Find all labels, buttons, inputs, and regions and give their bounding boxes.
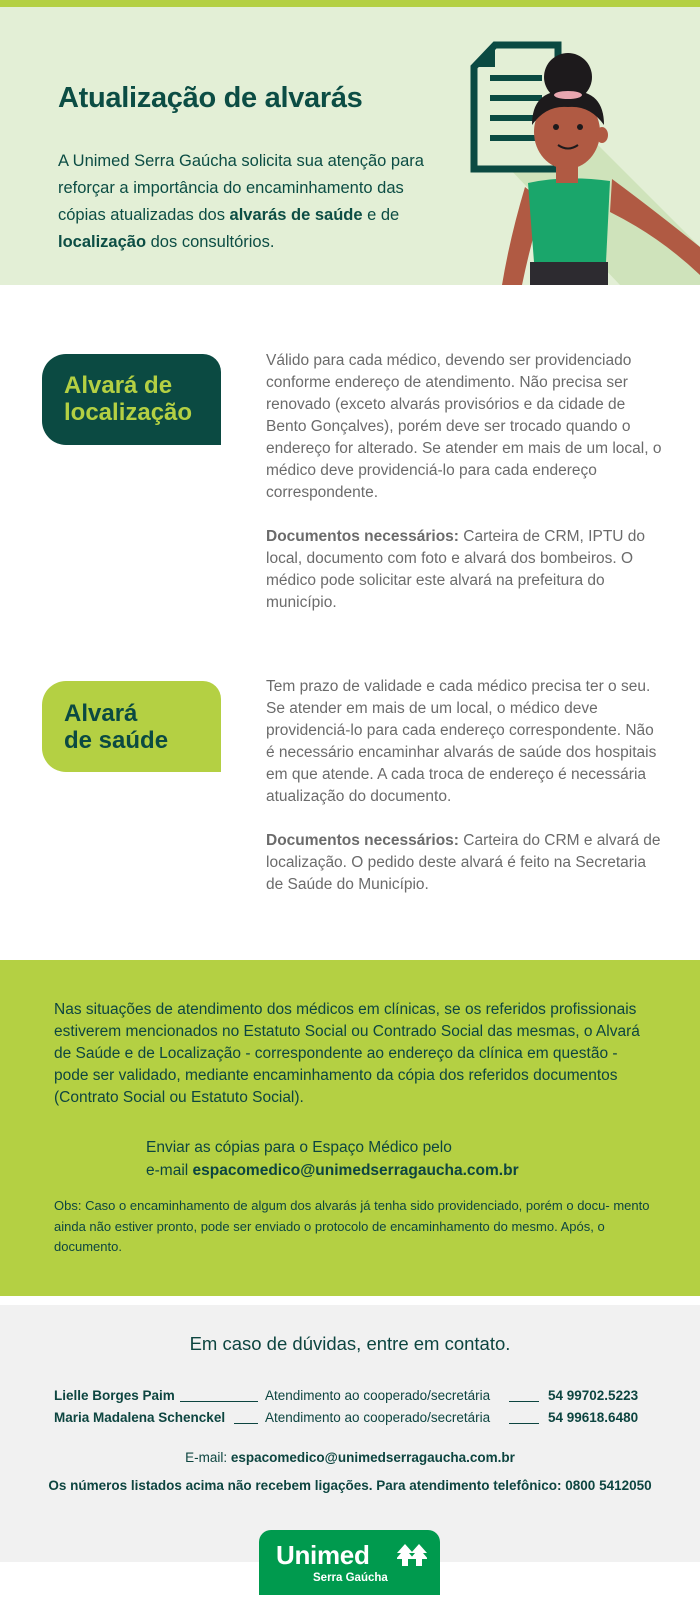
contact-name: Maria Madalena Schenckel: [54, 1410, 226, 1425]
hero-header: [0, 7, 700, 285]
unimed-logo: [259, 1530, 440, 1595]
contact-phone[interactable]: 54 99702.5223: [548, 1388, 639, 1403]
logo-subtitle: Serra Gaúcha: [313, 1572, 388, 1584]
phones-note: Os números listados acima não recebem ligações. Para atendimento telefônico: 0800 5412050: [48, 1478, 652, 1493]
send-instructions: Enviar as cópias para o Espaço Médico pelo e-mail espacomedico@unimedserragaucha.com.br: [146, 1139, 519, 1179]
saude-documents: Documentos necessários: Carteira do CRM e alvará de localização. O pedido deste alvará é feito na Secretaria de Saúde do Município.: [266, 832, 661, 893]
leader-line: [234, 1423, 258, 1424]
contact-row: [54, 1388, 674, 1408]
contact-name: Lielle Borges Paim: [54, 1388, 175, 1403]
main-phone[interactable]: 0800 5412050: [565, 1478, 652, 1493]
localizacao-documents: Documentos necessários: Carteira de CRM, IPTU do local, documento com foto e alvará dos bombeiros. O médico pode solicitar este alvará na prefeitura do município.: [266, 528, 646, 611]
saude-label: Alvará de saúde: [64, 700, 169, 754]
page-title: Atualização de alvarás: [58, 82, 363, 114]
contact-title: Em caso de dúvidas, entre em contato.: [189, 1333, 511, 1354]
send-email-link[interactable]: espacomedico@unimedserragaucha.com.br: [192, 1162, 519, 1179]
obs-note: Obs: Caso o encaminhamento de algum dos alvarás já tenha sido providenciado, porém o docu- mento ainda não estiver pronto, pode ser enviado o protocolo de encaminhamento do mesmo. Após, o documento.: [54, 1198, 650, 1254]
contact-role: Atendimento ao cooperado/secretária: [265, 1388, 491, 1403]
contact-phone[interactable]: 54 99618.6480: [548, 1410, 639, 1425]
contact-role: Atendimento ao cooperado/secretária: [265, 1410, 491, 1425]
leader-line: [509, 1401, 539, 1402]
unimed-trees-icon: [397, 1544, 427, 1566]
localizacao-label: Alvará de localização: [64, 372, 193, 426]
logo-name: Unimed: [276, 1540, 370, 1570]
contact-row: [54, 1410, 674, 1430]
localizacao-description: Válido para cada médico, devendo ser providenciado conforme endereço de atendimento. Não precisa ser renovado (exceto alvarás provisórios e da cidade de Bento Gonçalves), porém deve ser trocado quando o endereço for alterado. Se atender em mais de um local, o médico deve providenciá-lo para cada endereço correspondente.: [266, 352, 662, 501]
woman-document-illustration: [470, 7, 700, 285]
leader-line: [180, 1401, 258, 1402]
contact-email: E-mail: espacomedico@unimedserragaucha.com.br: [185, 1450, 515, 1465]
contact-email-link[interactable]: espacomedico@unimedserragaucha.com.br: [230, 1450, 515, 1465]
top-accent-bar: [0, 0, 700, 7]
intro-text: A Unimed Serra Gaúcha solicita sua atenção para reforçar a importância do encaminhamento das cópias atualizadas dos alvarás de saúde e de localização dos consultórios.: [58, 152, 424, 251]
clinicas-text: Nas situações de atendimento dos médicos em clínicas, se os referidos profissionais estiverem mencionados no Estatuto Social ou Contrado Social das mesmas, o Alvará de Saúde e de Localização - correspondente ao endereço da clínica em questão - pode ser validado, mediante encaminhamento da cópia dos referidos documentos (Contrato Social ou Estatuto Social).: [54, 1001, 640, 1106]
saude-description: Tem prazo de validade e cada médico precisa ter o seu. Se atender em mais de um local, o médico deve providenciá-lo para cada endereço correspondente. Não é necessário encaminhar alvarás de saúde dos hospitais em que atende. A cada troca de endereço é necessária atualização do documento.: [266, 678, 657, 805]
leader-line: [509, 1423, 539, 1424]
